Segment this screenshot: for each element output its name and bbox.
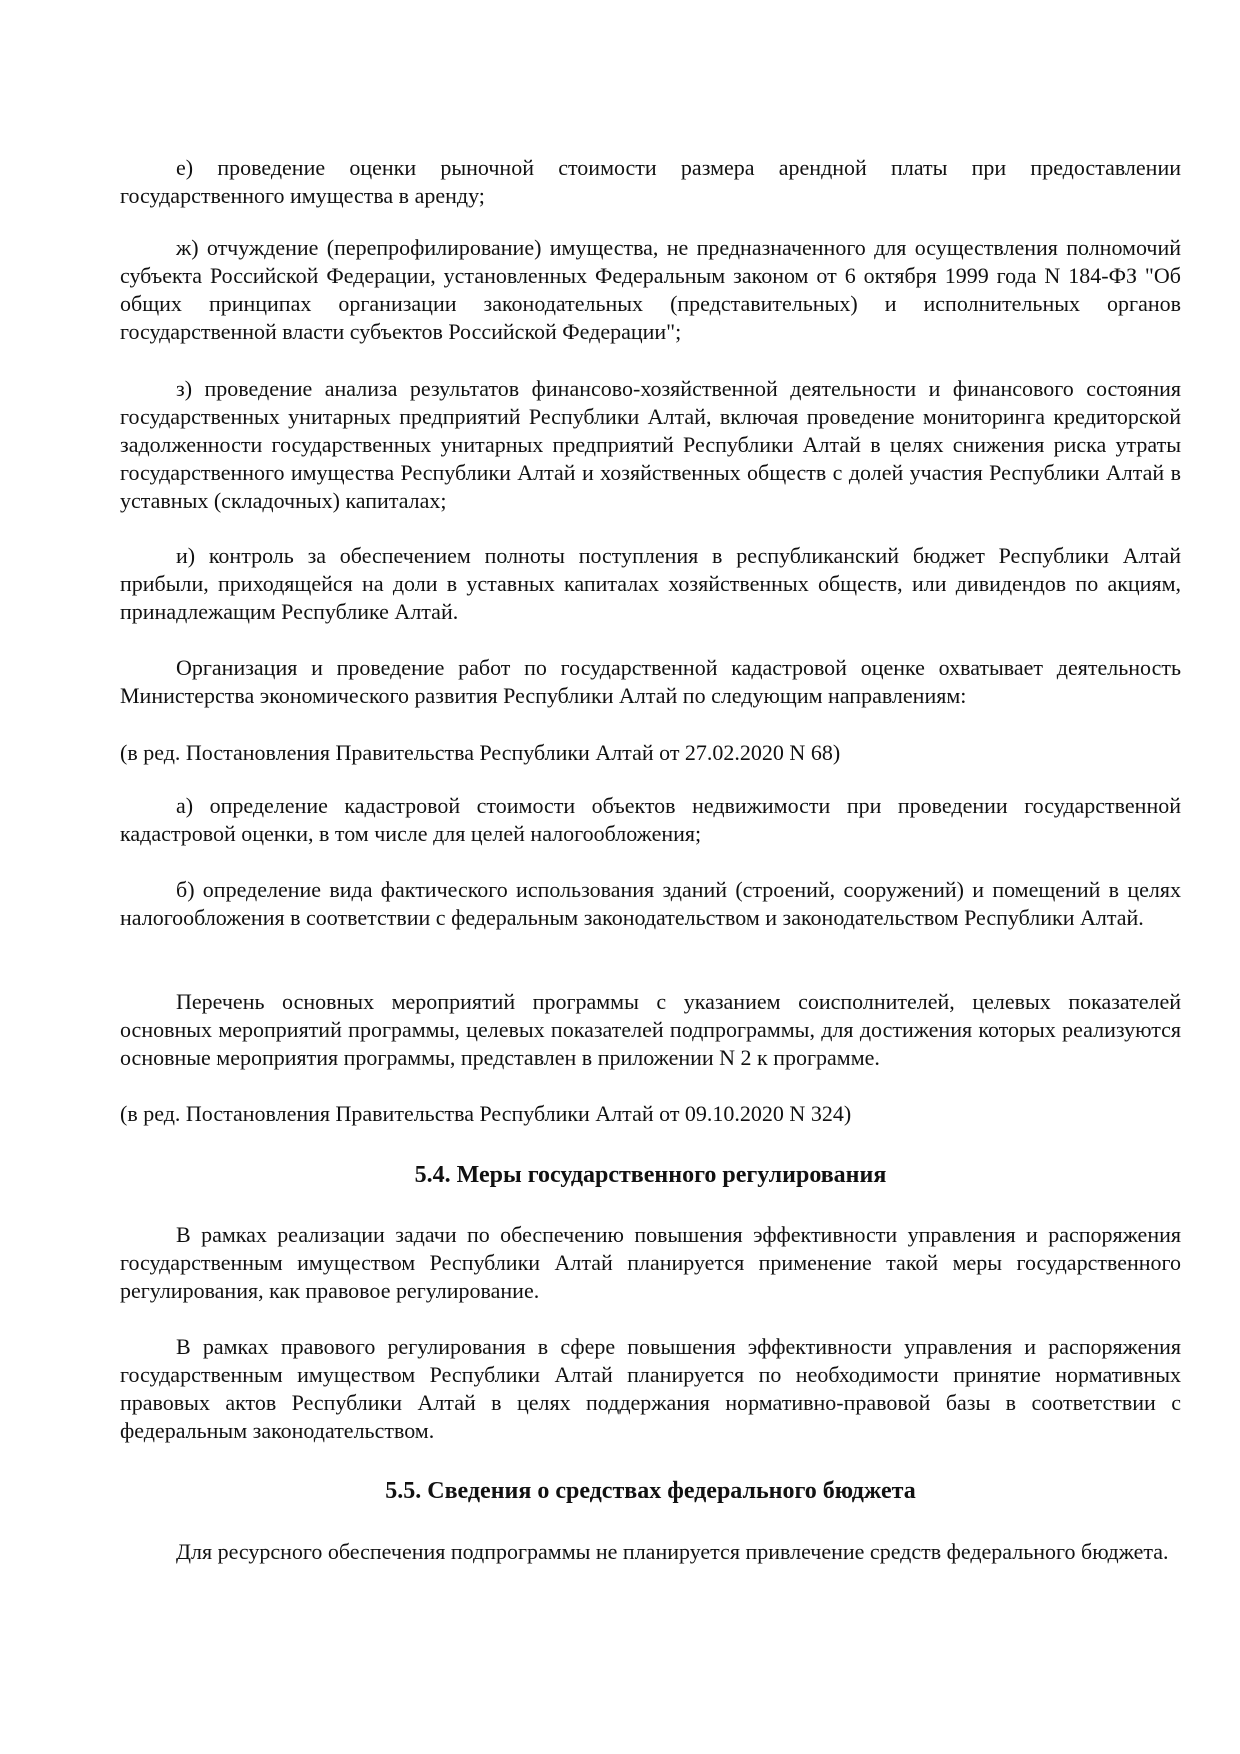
paragraph-zh: ж) отчуждение (перепрофилирование) имущества, не предназначенного для осуществления полномочий субъекта Российской Федерации, установленных Федеральным законом от 6 октября 1999 года N 184-ФЗ "Об общих принципах организации законодательных (представительных) и исполнительных органов государственной власти субъектов Российской Федерации"; xyxy=(120,235,1181,344)
paragraph-e: е) проведение оценки рыночной стоимости размера арендной платы при предоставлении государственного имущества в аренду; xyxy=(120,155,1181,208)
paragraph-i: и) контроль за обеспечением полноты поступления в республиканский бюджет Республики Алтай прибыли, приходящейся на доли в уставных капиталах хозяйственных обществ, или дивидендов по акциям, принадлежащим Республике Алтай. xyxy=(120,543,1181,624)
amendment-note-1: (в ред. Постановления Правительства Республики Алтай от 27.02.2020 N 68) xyxy=(120,740,841,765)
paragraph-a: а) определение кадастровой стоимости объектов недвижимости при проведении государственной кадастровой оценки, в том числе для целей налогообложения; xyxy=(120,793,1181,846)
paragraph-z: з) проведение анализа результатов финансово-хозяйственной деятельности и финансового состояния государственных унитарных предприятий Республики Алтай, включая проведение мониторинга кредиторской задолженности государственных унитарных предприятий Республики Алтай в целях снижения риска утраты государственного имущества Республики Алтай и хозяйственных обществ с долей участия Республики Алтай в уставных (складочных) капиталах; xyxy=(120,376,1181,513)
paragraph-b: б) определение вида фактического использования зданий (строений, сооружений) и помещений в целях налогообложения в соответствии с федеральным законодательством и законодательством Республики Алтай. xyxy=(120,877,1181,930)
amendment-note-2: (в ред. Постановления Правительства Республики Алтай от 09.10.2020 N 324) xyxy=(120,1101,852,1126)
paragraph-regulation-2: В рамках правового регулирования в сфере повышения эффективности управления и распоряжения государственным имуществом Республики Алтай планируется по необходимости принятие нормативных правовых актов Республики Алтай в целях поддержания нормативно-правовой базы в соответствии с федеральным законодательством. xyxy=(120,1334,1181,1443)
paragraph-list: Перечень основных мероприятий программы с указанием соисполнителей, целевых показателей основных мероприятий программы, целевых показателей подпрограммы, для достижения которых реализуются основные мероприятия программы, представлен в приложении N 2 к программе. xyxy=(120,989,1181,1070)
paragraph-organization: Организация и проведение работ по государственной кадастровой оценке охватывает деятельность Министерства экономического развития Республики Алтай по следующим направлениям: xyxy=(120,655,1181,708)
section-heading-5-4: 5.4. Меры государственного регулирования xyxy=(414,1162,887,1188)
paragraph-budget: Для ресурсного обеспечения подпрограммы не планируется привлечение средств федерального бюджета. xyxy=(176,1539,1169,1564)
paragraph-regulation-1: В рамках реализации задачи по обеспечению повышения эффективности управления и распоряжения государственным имуществом Республики Алтай планируется применение такой меры государственного регулирования, как правовое регулирование. xyxy=(120,1222,1181,1303)
section-heading-5-5: 5.5. Сведения о средствах федерального бюджета xyxy=(385,1478,916,1504)
